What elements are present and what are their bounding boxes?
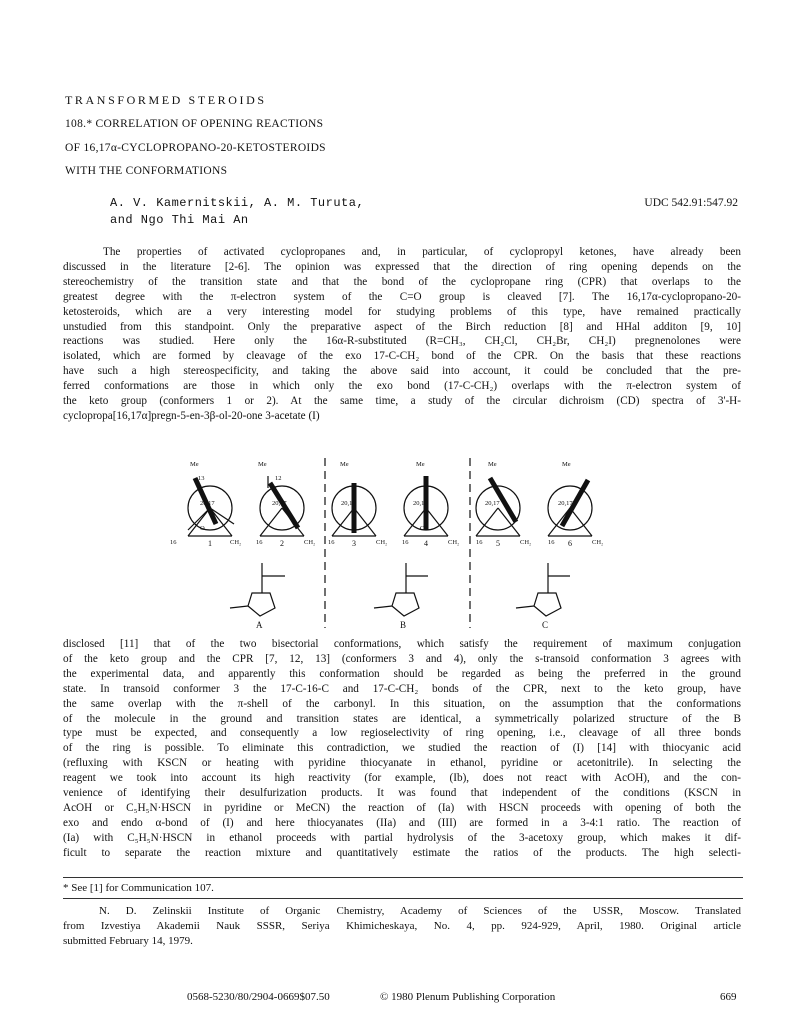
text-line: of the ring is possible. To eliminate this contradiction, we studied the reaction of (I) [14] with thiocyanic acid [63,742,741,755]
text-line: of the molecule in the ground and transition states are identical, a symmetrically polarized structure of the B [63,712,741,725]
text-line: discussed in the literature [2-6]. The opinion was expressed that the direction of ring opening depends on the [63,260,741,273]
body-paragraph-1 [63,245,741,424]
page-number: 669 [720,991,737,1003]
ring-label: 20,17 [272,500,287,507]
text-line: the same overlap with the π-shell of the carbonyl. In this situation, on the assumption that the conformations [63,697,741,710]
text-line: reactions was studied. Here only the 16α-R-substituted (R=CH₃, CH₂Cl, CH₂Br, CH₂I) pregnenolones were [63,335,741,348]
body-paragraph-2 [63,637,741,861]
me-label: Me [562,461,571,468]
structure-a [230,563,285,616]
series-title: TRANSFORMED STEROIDS [65,93,267,107]
carbon-13-label: 13 [198,475,205,482]
footnote: * See [1] for Communication 107. [63,882,214,894]
text-line: N. D. Zelinskii Institute of Organic Chemistry, Academy of Sciences of the USSR, Moscow. Translated [99,905,741,917]
structure-label-c: C [542,620,549,628]
text-line: ficult to separate the reaction mixture and quantitatively estimate the ratios of the products. The high selecti- [63,846,741,859]
text-line: exo and endo α-bond of (I) and here thiocyanates (IIa) and (III) are formed in a 3-4:1 ratio. The reaction of [63,816,741,829]
udc-code: UDC 542.91:547.92 [644,197,738,209]
text-line: venience of identifying their desulfurization products. It was found that independent of the conditions (KSCN in [63,787,741,800]
structure-label-b: B [400,620,407,628]
text-line: type must be expected, and consequently a low regioselectivity of ring opening, i.e., cleavage of all three bonds [63,727,741,740]
publisher: © 1980 Plenum Publishing Corporation [380,991,556,1003]
oxygen-label: O [420,525,425,532]
conformer-label-2: 2 [280,539,284,548]
me-label: Me [190,461,199,468]
carbon-16-label: 16 [170,539,177,546]
text-line: of the keto group and the CPR [7, 12, 13] (conformers 3 and 4), only the s-transoid conformation 3 agrees with [63,652,741,665]
text-line: the keto group (conformers 1 or 2). At the same time, a study of the circular dichroism (CD) spectra of 3'-H- [63,395,741,408]
conformer-label-3: 3 [352,539,356,548]
ring-label: 20,17 [200,500,215,507]
me-label: Me [258,461,267,468]
authors [110,195,364,229]
conformer-label-1: 1 [208,539,212,548]
text-line: AcOH or C₅H₅N·HSCN in pyridine or MeCN) the reaction of (Ia) with HSCN proceeds with opening of both the [63,801,741,814]
text-line: stereochemistry of the transition state and that the bond of the cyclopropane ring (CPR) that overlaps to the [63,275,741,288]
authors-line-1: A. V. Kamernitskii, A. M. Turuta, [110,196,365,210]
article-title-line-3: WITH THE CONFORMATIONS [65,165,228,177]
carbon-16-label: 16 [328,539,335,546]
article-title-line-2: OF 16,17α-CYCLOPROPANO-20-KETOSTEROIDS [65,142,326,154]
ring-label: 20,17 [341,500,356,507]
footnote-divider [63,877,743,878]
text-line: (Ia) with C₅H₅N·HSCN in ethanol proceeds with partial hydrolysis of the 3-acetoxy group, which makes it dif- [63,831,741,844]
ring-label: 20,17 [413,500,428,507]
ch2-label: CH₂ [592,539,604,546]
text-line: ketosteroids, which are a very interesting model for studying problems of this type, have remained practically [63,305,741,318]
carbon-16-label: 16 [256,539,263,546]
carbon-12-label: 12 [275,475,282,482]
newman-conformer-1 [188,478,234,536]
text-line: from Izvestiya Akademii Nauk SSSR, Seriya Khimicheskaya, No. 4, pp. 924-929, April, 1980. Original article [63,920,741,932]
text-line: unstudied from this standpoint. Only the preparative aspect of the Birch reduction [8] and HHal additon [9, 10] [63,320,741,333]
text-line: reagent we took into account its high reactivity (for example, (Ib), does not react with AcOH), and the con- [63,772,741,785]
me-label: Me [488,461,497,468]
structure-label-a: A [256,620,263,628]
affiliation-divider [63,898,743,899]
ch2-label: CH₂ [230,539,242,546]
conformer-label-6: 6 [568,539,572,548]
text-line: (refluxing with KSCN or heating with pyridine thiocyanate in ethanol, pyridine or acetonitrile). In selecting the [63,757,741,770]
authors-line-2: and Ngo Thi Mai An [110,213,249,227]
text-line: have such a high stereospecificity, and taking the above said into account, it could be concluded that the pre- [63,365,741,378]
conformer-label-4: 4 [424,539,428,548]
text-line: disclosed [11] that of the two bisectorial conformations, which satisfy the requirement of maximum conjugation [63,638,741,650]
article-code: 0568-5230/80/2904-0669$07.50 [187,991,330,1003]
structure-b [374,563,428,616]
ch2-label: CH₂ [376,539,388,546]
ring-label: 20,17 [558,500,573,507]
ch2-label: CH₂ [304,539,316,546]
carbon-16-label: 16 [548,539,555,546]
carbon-16-label: 16 [476,539,483,546]
newman-conformer-3 [332,483,376,536]
text-line: cyclopropa[16,17α]pregn-5-en-3β-ol-20-one 3-acetate (I) [63,409,320,422]
newman-conformer-6 [548,480,592,536]
newman-conformer-5 [476,478,520,536]
structure-c [516,563,570,616]
ch2-label: CH₂ [448,539,460,546]
me-label: Me [416,461,425,468]
conformer-figure [170,458,620,628]
affiliation-block [63,904,741,949]
text-line: The properties of activated cyclopropanes and, in particular, of cyclopropyl ketones, have already been [103,246,741,258]
oxygen-label: O [200,525,205,532]
text-line: the experimental data, and apparently this conformation should be regarded as being the preferred in the ground [63,667,741,680]
text-line: ferred conformations are those in which only the exo bond (17-C-CH₂) overlaps with the π-electron system of [63,380,741,393]
ring-label: 20,17 [485,500,500,507]
conformer-label-5: 5 [496,539,500,548]
carbon-16-label: 16 [402,539,409,546]
text-line: isolated, which are formed by cleavage of the exo 17-C-CH₂ bond of the CPR. On the basis that these reactions [63,350,741,363]
text-line: submitted February 14, 1979. [63,935,193,947]
ch2-label: CH₂ [520,539,532,546]
me-label: Me [340,461,349,468]
article-title-line-1: 108.* CORRELATION OF OPENING REACTIONS [65,118,324,130]
text-line: state. In transoid conformer 3 the 17-C-16-C and 17-C-CH₂ bonds of the CPR, next to the keto group, have [63,682,741,695]
text-line: greatest degree with the π-electron system of the C=O group is cleaved [7]. The 16,17α-cyclopropano-20- [63,290,741,303]
